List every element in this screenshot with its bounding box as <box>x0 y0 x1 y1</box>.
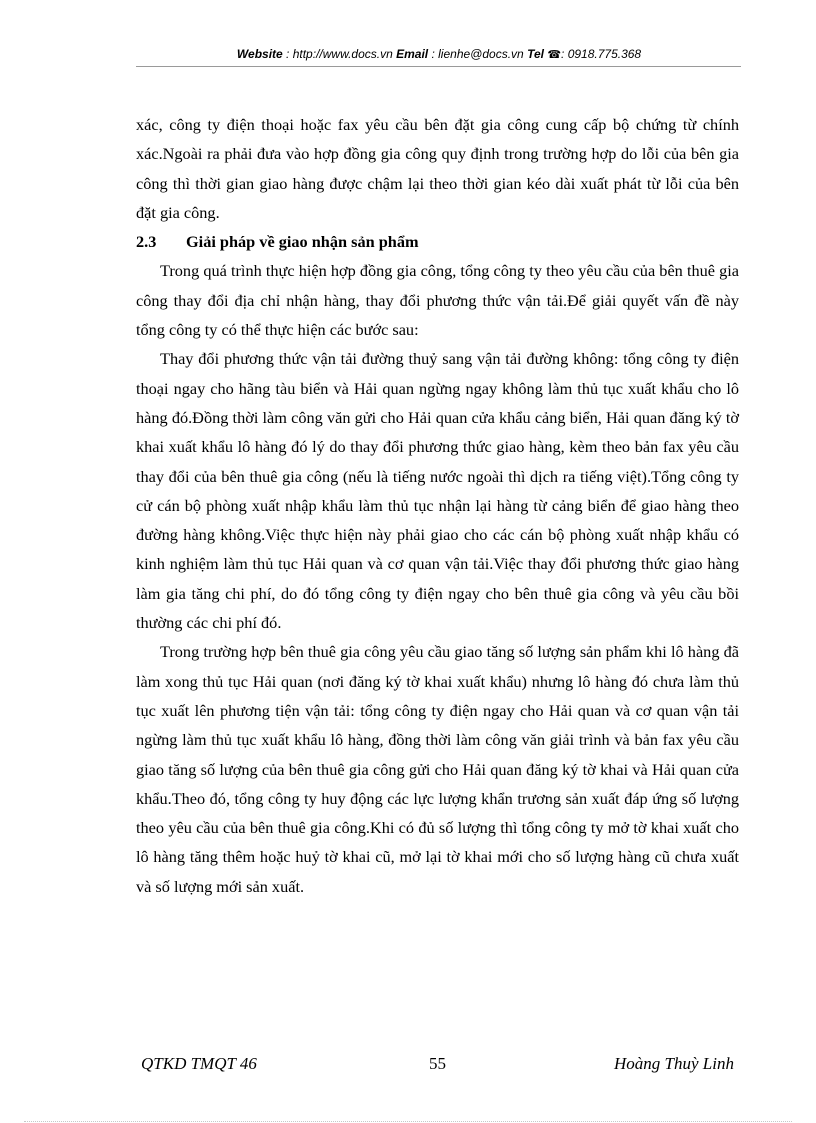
website-separator: : <box>282 47 293 61</box>
paragraph-continuation: xác, công ty điện thoại hoặc fax yêu cầu bên đặt gia công cung cấp bộ chứng từ chính xác.Ngoài ra phải đưa vào hợp đồng gia công quy định trong trường hợp do lỗi của bên gia công thì thời gian giao hàng được chậm lại theo thời gian kéo dài xuất phát từ lỗi của bên đặt gia công. <box>136 115 739 222</box>
section-heading <box>136 227 739 256</box>
website-label: Website <box>236 47 283 61</box>
page-header <box>137 46 741 63</box>
tel-value: 0918.775.368 <box>567 47 642 61</box>
phone-icon: ☎ <box>547 49 562 61</box>
paragraph-1: Trong quá trình thực hiện hợp đồng gia công, tổng công ty theo yêu cầu của bên thuê gia công thay đổi địa chỉ nhận hàng, thay đổi phương thức vận tải.Để giải quyết vấn đề này tổng công ty có thể thực hiện các bước sau: <box>136 261 739 340</box>
section-number: 2.3 <box>136 232 157 252</box>
header-divider <box>136 66 741 67</box>
document-body <box>136 110 739 901</box>
paragraph-2: Thay đổi phương thức vận tải đường thuỷ sang vận tải đường không: tổng công ty điện thoại ngay cho hãng tàu biển và Hải quan ngừng ngay không làm thủ tục xuất khẩu cho lô hàng đó.Đồng thời làm công văn gửi cho Hải quan cửa khẩu cảng biển, Hải quan đăng ký tờ khai xuất khẩu lô hàng đó lý do thay đổi phương thức giao hàng, kèm theo bản fax yêu cầu thay đổi của bên thuê gia công (nếu là tiếng nước ngoài thì dịch ra tiếng việt).Tổng công ty cử cán bộ phòng xuất nhập khẩu làm thủ tục nhận lại hàng từ cảng biển để giao hàng theo đường hàng không.Việc thực hiện này phải giao cho các cán bộ phòng xuất nhập khẩu có kinh nghiệm làm thủ tục Hải quan và cơ quan vận tải.Việc thay đổi phương thức giao hàng làm gia tăng chi phí, do đó tổng công ty điện ngay cho bên thuê gia công và yêu cầu bồi thường các chi phí đó. <box>136 349 739 633</box>
tel-label: Tel <box>527 47 544 61</box>
page-number: 55 <box>429 1054 446 1073</box>
email-label: Email <box>396 47 429 61</box>
footer-author: Hoàng Thuỳ Linh <box>614 1054 734 1073</box>
email-separator: : <box>428 47 439 61</box>
email-link[interactable]: lienhe@docs.vn <box>438 47 524 61</box>
page-bottom-divider <box>24 1121 792 1122</box>
paragraph-3: Trong trường hợp bên thuê gia công yêu cầu giao tăng số lượng sản phẩm khi lô hàng đã làm xong thủ tục Hải quan (nơi đăng ký tờ khai xuất khẩu) nhưng lô hàng đó chưa làm thủ tục xuất lên phương tiện vận tải: tổng công ty điện ngay cho Hải quan và cơ quan vận tải ngừng làm thủ tục xuất khẩu lô hàng, đồng thời làm công văn giải trình và bản fax yêu cầu giao tăng số lượng của bên thuê gia công gửi cho Hải quan đăng ký tờ khai và Hải quan cửa khẩu.Theo đó, tổng công ty huy động các lực lượng khẩn trương sản xuất đáp ứng số lượng theo yêu cầu của bên thuê gia công.Khi có đủ số lượng thì tổng công ty mở tờ khai xuất cho lô hàng tăng thêm hoặc huỷ tờ khai cũ, mở lại tờ khai mới cho số lượng hàng cũ chưa xuất và số lượng mới sản xuất. <box>136 642 739 896</box>
website-link[interactable]: http://www.docs.vn <box>292 47 393 61</box>
page-footer <box>141 1054 734 1078</box>
section-title: Giải pháp về giao nhận sản phẩm <box>186 232 419 252</box>
tel-separator: : <box>561 47 568 61</box>
footer-course: QTKD TMQT 46 <box>141 1054 257 1073</box>
